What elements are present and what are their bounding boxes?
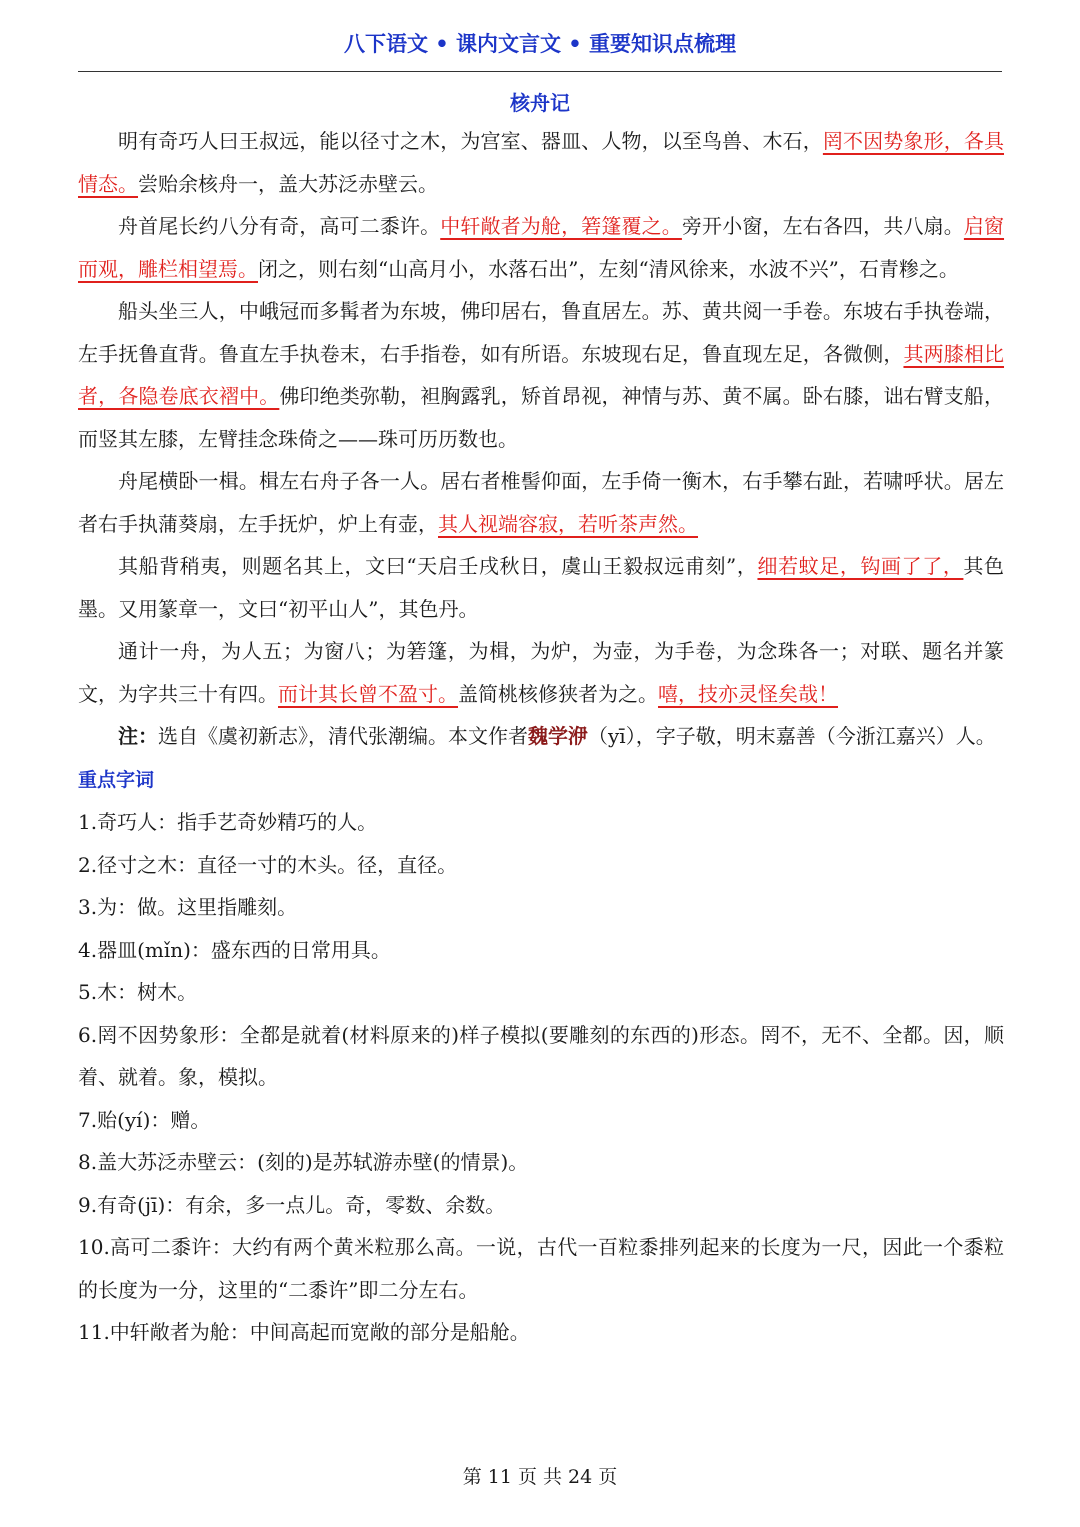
note-label: 注：	[118, 724, 158, 748]
text-segment: 其色墨。又用篆章一，文曰“初平山人”，其色丹。	[78, 554, 1005, 621]
text-segment: 船头坐三人，中峨冠而多髯者为东坡，佛印居右，鲁直居左。苏、黄共阅一手卷。东坡右手执卷端，左手抚鲁直背。鲁直左手执卷末，右手指卷，如有所语。东坡现右足，鲁直现左足，各微侧，	[78, 299, 1004, 366]
paragraph-5	[78, 545, 1004, 630]
vocab-section-title	[78, 758, 1004, 802]
source-note	[78, 715, 1004, 758]
text-segment: 其船背稍夷，则题名其上，文曰“天启壬戌秋日，虞山王毅叔远甫刻”，	[118, 554, 758, 578]
highlight-sentence: 其两膝相比者，各隐卷底衣褶中。	[78, 341, 1005, 408]
vocab-item: 5.木：树木。	[78, 980, 198, 1004]
highlight-sentence: 罔不因势象形，各具情态。	[78, 129, 1005, 196]
paragraph-1	[78, 120, 1004, 205]
highlight-sentence: 中轩敞者为舱，箬篷覆之。	[440, 214, 682, 238]
vocab-item: 2.径寸之木：直径一寸的木头。径，直径。	[78, 852, 458, 877]
vocab-item: 9.有奇(jī)：有余，多一点儿。奇，零数、余数。	[78, 1192, 506, 1217]
text-segment: 闭之，则右刻“山高月小，水落石出”，左刻“清风徐来，水波不兴”，石青糁之。	[258, 256, 959, 281]
author-name: 魏学洢	[528, 724, 588, 748]
vocab-item: 11.中轩敞者为舱：中间高起而宽敞的部分是船舱。	[78, 1320, 530, 1344]
document-body	[78, 120, 1004, 1354]
paragraph-3	[78, 290, 1004, 460]
highlight-sentence: 其人视端容寂，若听茶声然。	[438, 511, 698, 536]
vocab-item: 10.高可二黍许：大约有两个黄米粒那么高。一说，古代一百粒黍排列起来的长度为一尺，因此一个黍粒的长度为一分，这里的“二黍许”即二分左右。	[78, 1235, 1004, 1302]
highlight-sentence: 细若蚊足，钩画了了，	[757, 554, 964, 578]
section-heading: 重点字词	[78, 768, 155, 791]
text-segment: （yī），字子敬，明末嘉善（今浙江嘉兴）人。	[588, 724, 996, 748]
page-header: 八下语文 • 课内文言文 • 重要知识点梳理	[343, 32, 737, 56]
text-segment: 尝贻余核舟一，盖大苏泛赤壁云。	[138, 171, 438, 196]
vocab-item: 7.贻(yí)：赠。	[78, 1107, 211, 1132]
text-segment: 明有奇巧人曰王叔远，能以径寸之木，为宫室、器皿、人物，以至鸟兽、木石，	[118, 129, 823, 153]
article-title: 核舟记	[510, 91, 570, 115]
vocab-item: 1.奇巧人：指手艺奇妙精巧的人。	[78, 810, 378, 834]
paragraph-4	[78, 460, 1004, 545]
text-segment: 选自《虞初新志》，清代张潮编。本文作者	[158, 724, 528, 748]
paragraph-6	[78, 630, 1004, 715]
vocab-item: 6.罔不因势象形：全都是就着(材料原来的)样子模拟(要雕刻的东西的)形态。罔不，无不、全都。因，顺着、就着。象，模拟。	[78, 1022, 1004, 1089]
vocab-item: 3.为：做。这里指雕刻。	[78, 895, 298, 919]
header-divider	[78, 71, 1002, 72]
text-segment: 舟尾横卧一楫。楫左右舟子各一人。居右者椎髻仰面，左手倚一衡木，右手攀右趾，若啸呼状。居左者右手执蒲葵扇，左手抚炉，炉上有壶，	[78, 469, 1004, 536]
text-segment: 旁开小窗，左右各四，共八扇。	[681, 214, 964, 238]
paragraph-2	[78, 205, 1004, 290]
text-segment: 盖简桃核修狭者为之。	[458, 681, 658, 706]
highlight-sentence: 启窗而观，雕栏相望焉。	[78, 214, 1005, 281]
page-number: 第 11 页 共 24 页	[462, 1466, 618, 1488]
text-segment: 通计一舟，为人五；为窗八；为箬篷，为楫，为炉，为壶，为手卷，为念珠各一；对联、题名并篆文，为字共三十有四。	[78, 639, 1004, 706]
text-segment: 舟首尾长约八分有奇，高可二黍许。	[118, 214, 441, 238]
text-segment: 佛印绝类弥勒，袒胸露乳，矫首昂视，神情与苏、黄不属。卧右膝，诎右臂支船，而竖其左膝，左臂挂念珠倚之——珠可历历数也。	[78, 384, 1005, 451]
highlight-sentence: 嘻，技亦灵怪矣哉！	[658, 681, 838, 706]
vocab-item: 4.器皿(mǐn)：盛东西的日常用具。	[78, 937, 391, 962]
vocab-item: 8.盖大苏泛赤壁云：(刻的)是苏轼游赤壁(的情景)。	[78, 1150, 529, 1174]
highlight-sentence: 而计其长曾不盈寸。	[278, 681, 458, 706]
